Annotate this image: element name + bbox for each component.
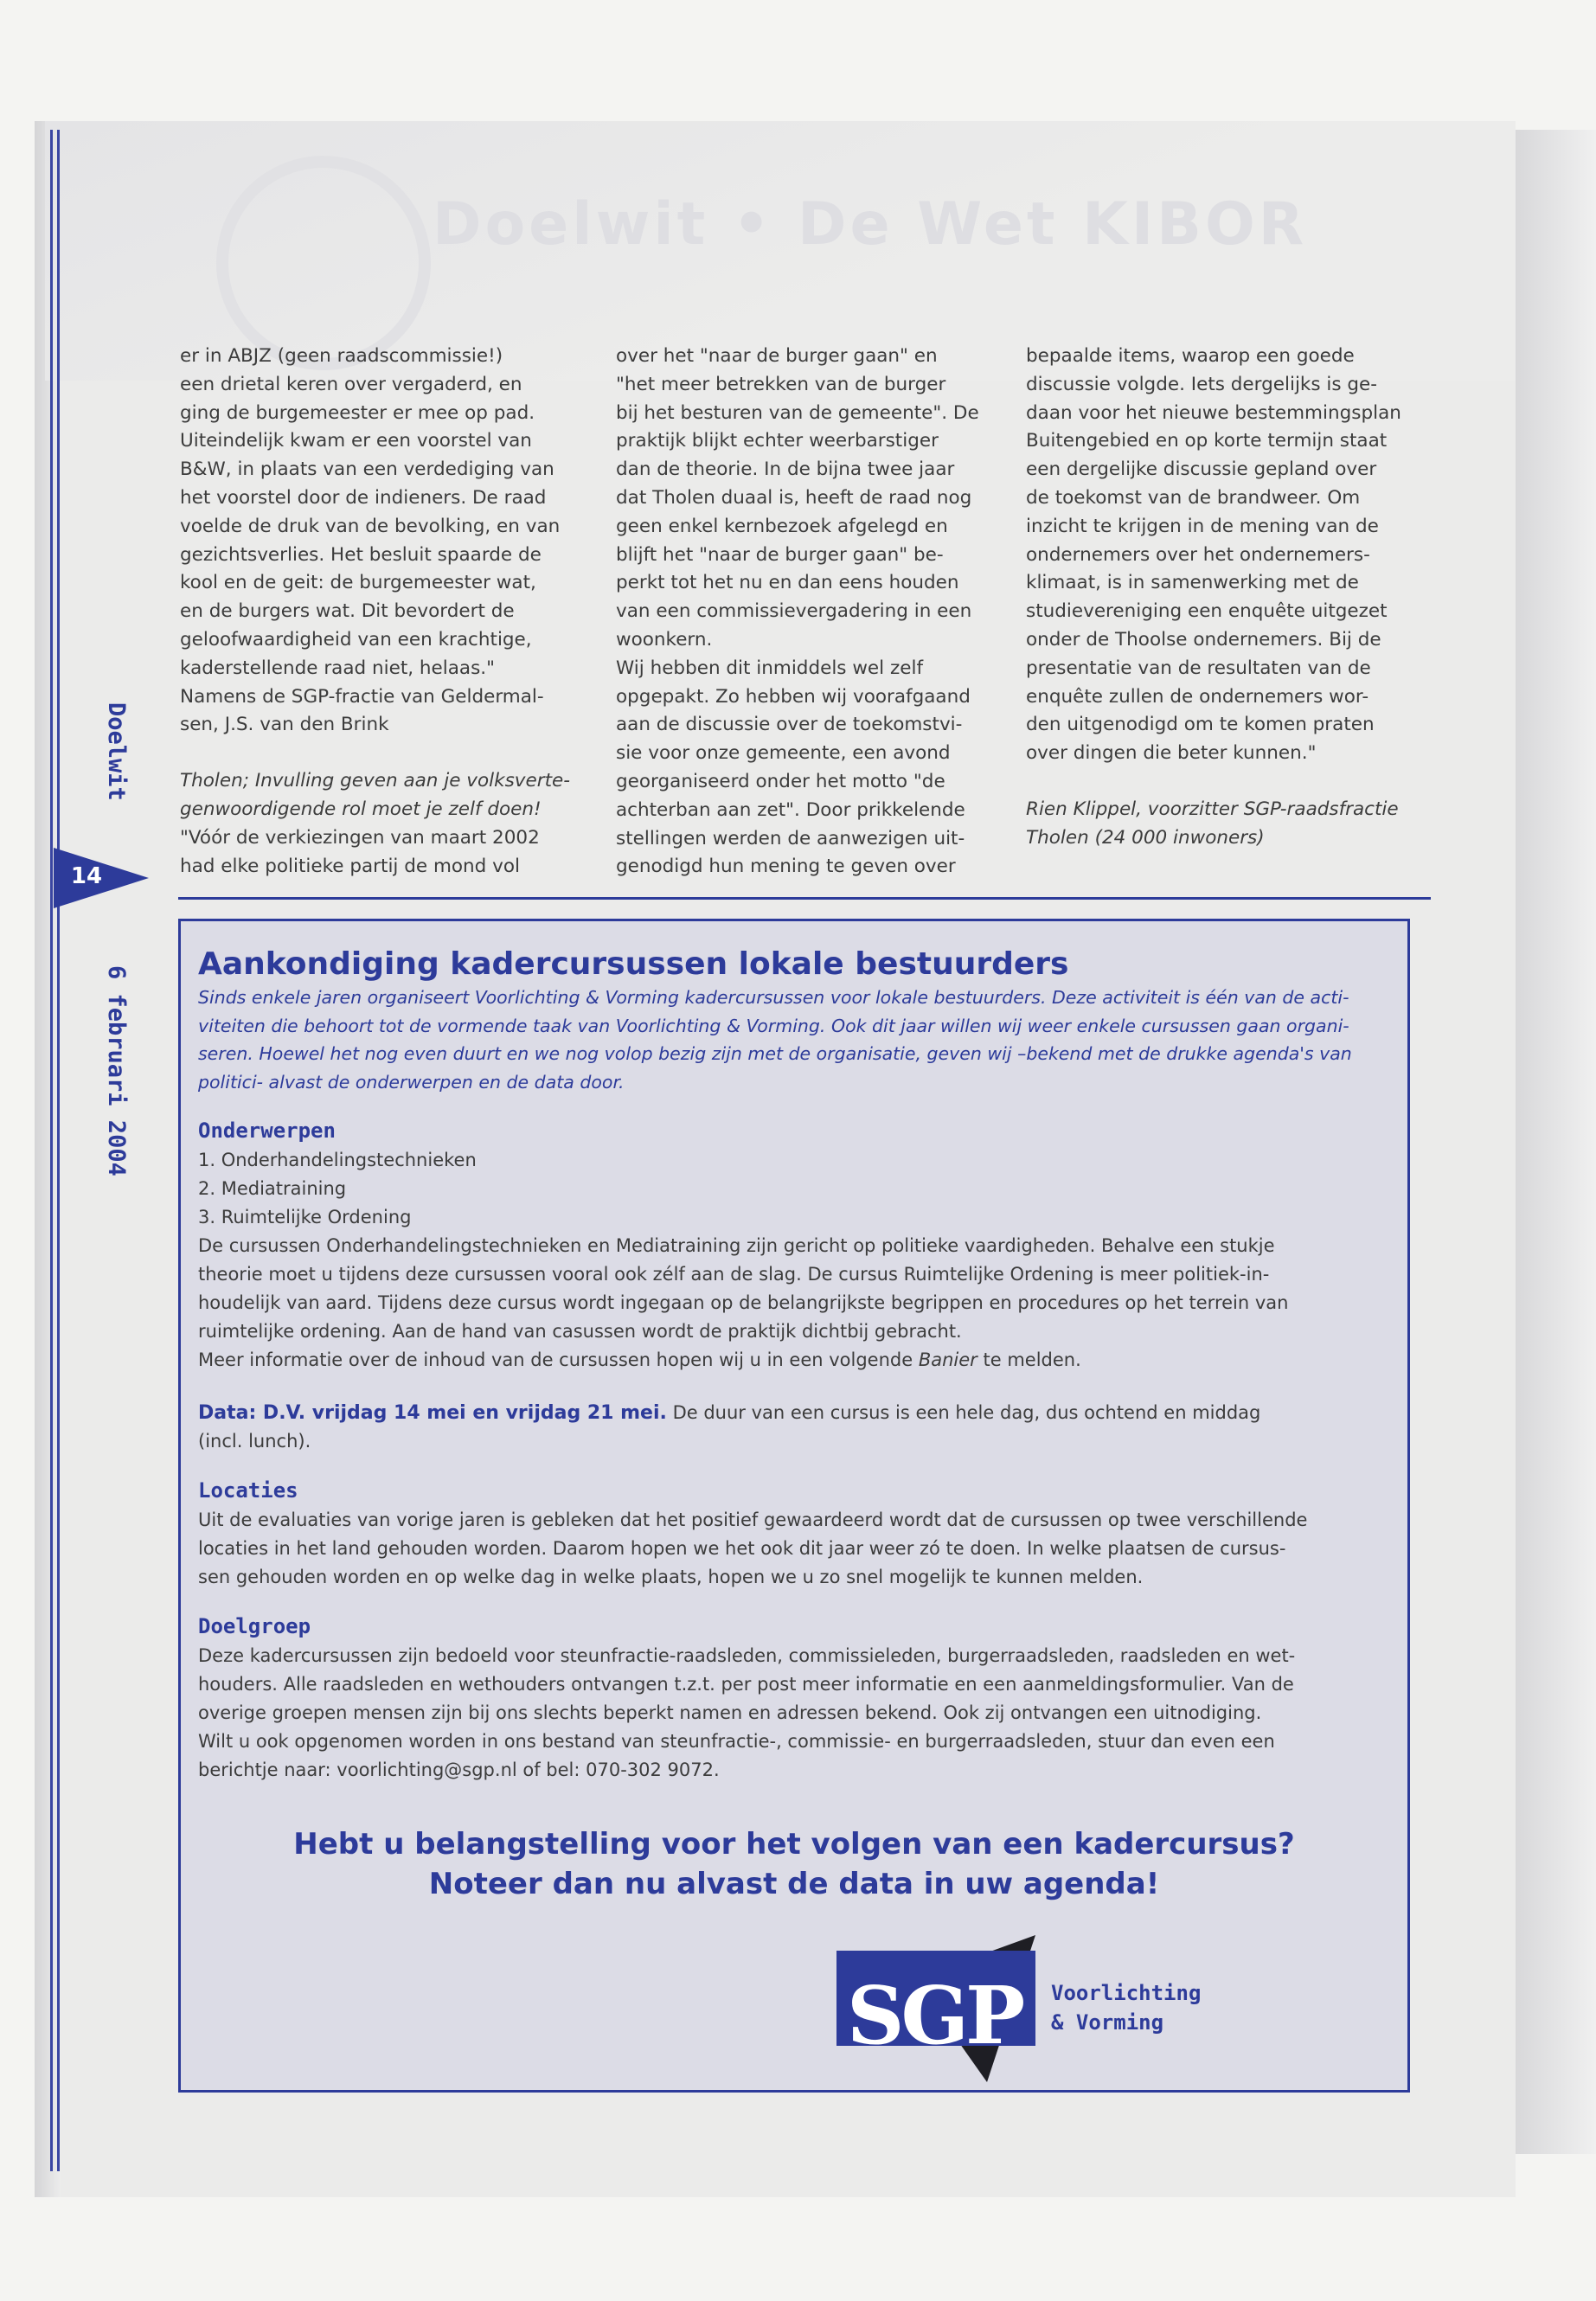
intro-line: Sinds enkele jaren organiseert Voorlichting & Vorming kadercursussen voor lokale bestuurders. Deze activiteit is één van de acti- bbox=[198, 987, 1349, 1008]
text-line: een dergelijke discussie gepland over bbox=[1026, 458, 1377, 481]
text-line: stellingen werden de aanwezigen uit- bbox=[616, 827, 965, 849]
logo-box bbox=[836, 1951, 1035, 2062]
text-line: en de burgers wat. Dit bevordert de bbox=[180, 600, 515, 623]
text-line: over het "naar de burger gaan" en bbox=[616, 345, 938, 367]
header-watermark: Doelwit • De Wet KIBOR bbox=[433, 190, 1308, 259]
more-info-suffix: te melden. bbox=[977, 1349, 1081, 1370]
text-line: presentatie van de resultaten van de bbox=[1026, 657, 1371, 679]
text-line: B&W, in plaats van een verdediging van bbox=[180, 458, 554, 481]
text-line: aan de discussie over de toekomstvi- bbox=[616, 714, 963, 736]
announcement-intro bbox=[198, 984, 1390, 1096]
dates-text-2: (incl. lunch). bbox=[198, 1431, 311, 1452]
page-number: 14 bbox=[70, 863, 103, 889]
topic-item: 2. Mediatraining bbox=[198, 1178, 347, 1199]
announcement-title: Aankondiging kadercursussen lokale bestuurders bbox=[198, 946, 1069, 982]
text-line: dat Tholen duaal is, heeft de raad nog bbox=[616, 486, 972, 509]
text-line: den uitgenodigd om te komen praten bbox=[1026, 714, 1375, 736]
text-line: bij het besturen van de gemeente". De bbox=[616, 401, 979, 424]
text-line: ging de burgemeester er mee op pad. bbox=[180, 401, 535, 424]
text-line: inzicht te krijgen in de mening van de bbox=[1026, 515, 1379, 537]
call-to-action bbox=[198, 1824, 1390, 1904]
facing-page-edge bbox=[1516, 130, 1596, 2154]
article-column-1 bbox=[180, 343, 582, 881]
intro-line: seren. Hoewel het nog even duurt en we nog volop bezig zijn met de organisatie, geven wij –bekend met de drukke agenda's van bbox=[198, 1043, 1352, 1064]
text-line: ondernemers over het ondernemers- bbox=[1026, 543, 1370, 566]
more-info-line bbox=[198, 1346, 1390, 1375]
text-line: woonkern. bbox=[616, 628, 713, 651]
intro-line: politici- alvast de onderwerpen en de data door. bbox=[198, 1071, 625, 1093]
text-line: overige groepen mensen zijn bij ons slechts beperkt namen en adressen bekend. Ook zij ontvangen een uitnodiging. bbox=[198, 1702, 1262, 1723]
text-line: praktijk blijkt echter weerbarstiger bbox=[616, 430, 939, 452]
article-column-3 bbox=[1026, 343, 1428, 853]
text-line: de toekomst van de brandweer. Om bbox=[1026, 486, 1361, 509]
text-line: over dingen die beter kunnen." bbox=[1026, 742, 1317, 765]
logo-tagline bbox=[1051, 1978, 1201, 2037]
dates-text: De duur van een cursus is een hele dag, dus ochtend en middag bbox=[666, 1402, 1261, 1423]
magazine-name: Banier bbox=[918, 1349, 977, 1370]
margin-rule bbox=[57, 130, 60, 2171]
topics-heading: Onderwerpen bbox=[198, 1118, 336, 1143]
text-line: daan voor het nieuwe bestemmingsplan bbox=[1026, 401, 1401, 424]
section-divider bbox=[178, 897, 1431, 900]
text-line: genodigd hun mening te geven over bbox=[616, 856, 956, 878]
watermark-target-icon bbox=[216, 156, 431, 370]
text-line: kool en de geit: de burgemeester wat, bbox=[180, 572, 536, 594]
text-line: sen gehouden worden en op welke dag in welke plaats, hopen we u zo snel mogelijk te kunnen melden. bbox=[198, 1567, 1144, 1587]
text-line: blijft het "naar de burger gaan" be- bbox=[616, 543, 944, 566]
text-line: locaties in het land gehouden worden. Daarom hopen we het ook dit jaar weer zó te doen. In welke plaatsen de cursus- bbox=[198, 1538, 1286, 1559]
text-line: theorie moet u tijdens deze cursussen vooral ook zélf aan de slag. De cursus Ruimtelijke Ordening is meer politiek-in- bbox=[198, 1264, 1270, 1285]
text-line: onder de Thoolse ondernemers. Bij de bbox=[1026, 628, 1381, 651]
text-line: geen enkel kernbezoek afgelegd en bbox=[616, 515, 948, 537]
text-line: geloofwaardigheid van een krachtige, bbox=[180, 628, 532, 651]
text-line: sen, J.S. van den Brink bbox=[180, 714, 389, 736]
text-line: Uit de evaluaties van vorige jaren is gebleken dat het positief gewaardeerd wordt dat de cursussen op twee verschillende bbox=[198, 1509, 1308, 1530]
text-line: houdelijk van aard. Tijdens deze cursus wordt ingegaan op de belangrijkste begrippen en procedures op het terrein van bbox=[198, 1292, 1289, 1313]
text-line: voelde de druk van de bevolking, en van bbox=[180, 515, 561, 537]
text-line: discussie volgde. Iets dergelijks is ge- bbox=[1026, 373, 1378, 395]
text-line: bepaalde items, waarop een goede bbox=[1026, 345, 1355, 367]
text-line: studievereniging een enquête uitgezet bbox=[1026, 600, 1388, 623]
text-line: Uiteindelijk kwam er een voorstel van bbox=[180, 430, 532, 452]
cta-line-1: Hebt u belangstelling voor het volgen van een kadercursus? bbox=[293, 1827, 1295, 1862]
text-line: houders. Alle raadsleden en wethouders ontvangen t.z.t. per post meer informatie en een aanmeldingsformulier. Van de bbox=[198, 1674, 1294, 1695]
text-line: klimaat, is in samenwerking met de bbox=[1026, 572, 1359, 594]
dates-bold: Data: D.V. vrijdag 14 mei en vrijdag 21 mei. bbox=[198, 1402, 667, 1424]
logo-tagline-2: & Vorming bbox=[1051, 2010, 1164, 2035]
text-line: "het meer betrekken van de burger bbox=[616, 373, 946, 395]
text-line: georganiseerd onder het motto "de bbox=[616, 770, 945, 792]
text-line: opgepakt. Zo hebben wij voorafgaand bbox=[616, 685, 971, 708]
text-line: Wilt u ook opgenomen worden in ons bestand van steunfractie-, commissie- en burgerraadsleden, stuur dan even een bbox=[198, 1731, 1275, 1752]
logo-text: SGP bbox=[847, 1969, 1022, 2062]
margin-rule bbox=[50, 130, 53, 2171]
more-info-prefix: Meer informatie over de inhoud van de cursussen hopen wij u in een volgende bbox=[198, 1349, 919, 1370]
cta-line-2: Noteer dan nu alvast de data in uw agenda! bbox=[428, 1867, 1160, 1901]
text-line: het voorstel door de indieners. De raad bbox=[180, 486, 547, 509]
text-line: dan de theorie. In de bijna twee jaar bbox=[616, 458, 955, 481]
logo-tagline-1: Voorlichting bbox=[1051, 1981, 1202, 2005]
text-line: sie voor onze gemeente, een avond bbox=[616, 742, 951, 765]
author-signature: Rien Klippel, voorzitter SGP-raadsfractie bbox=[1026, 798, 1399, 820]
text-line: "Vóór de verkiezingen van maart 2002 bbox=[180, 826, 540, 849]
text-line: achterban aan zet". Door prikkelende bbox=[616, 798, 965, 821]
course-dates bbox=[198, 1399, 1390, 1427]
text-line: er in ABJZ (geen raadscommissie!) bbox=[180, 345, 503, 367]
sgp-logo bbox=[836, 1935, 1202, 2082]
contact-line: berichtje naar: voorlichting@sgp.nl of bel: 070-302 9072. bbox=[198, 1759, 720, 1780]
text-line: Namens de SGP-fractie van Geldermal- bbox=[180, 685, 544, 708]
topic-item: 3. Ruimtelijke Ordening bbox=[198, 1207, 412, 1227]
spine-section-label: Doelwit bbox=[103, 702, 130, 801]
subheading-line: genwoordigende rol moet je zelf doen! bbox=[180, 798, 542, 820]
text-line: Deze kadercursussen zijn bedoeld voor steunfractie-raadsleden, commissieleden, burgerraadsleden, raadsleden en wet- bbox=[198, 1645, 1296, 1666]
author-signature: Tholen (24 000 inwoners) bbox=[1026, 826, 1265, 849]
text-line: ruimtelijke ordening. Aan de hand van casussen wordt de praktijk dichtbij gebracht. bbox=[198, 1321, 962, 1342]
text-line: een drietal keren over vergaderd, en bbox=[180, 373, 522, 395]
article-column-2 bbox=[616, 343, 1018, 881]
announcement-box bbox=[178, 919, 1410, 2093]
text-line: Wij hebben dit inmiddels wel zelf bbox=[616, 657, 924, 679]
topic-item: 1. Onderhandelingstechnieken bbox=[198, 1150, 477, 1170]
text-line: gezichtsverlies. Het besluit spaarde de bbox=[180, 543, 542, 566]
text-line: Buitengebied en op korte termijn staat bbox=[1026, 430, 1388, 452]
text-line: kaderstellende raad niet, helaas." bbox=[180, 657, 496, 679]
text-line: perkt tot het nu en dan eens houden bbox=[616, 572, 959, 594]
text-line: enquête zullen de ondernemers wor- bbox=[1026, 685, 1369, 708]
intro-line: viteiten die behoort tot de vormende taak van Voorlichting & Vorming. Ook dit jaar willen wij weer enkele cursussen gaan organi- bbox=[198, 1015, 1349, 1036]
spine-date: 6 februari 2004 bbox=[103, 965, 130, 1176]
locations-heading: Locaties bbox=[198, 1478, 298, 1503]
text-line: van een commissievergadering in een bbox=[616, 600, 972, 623]
text-line: De cursussen Onderhandelingstechnieken en Mediatraining zijn gericht op politieke vaardigheden. Behalve een stukje bbox=[198, 1235, 1275, 1256]
text-line: had elke politieke partij de mond vol bbox=[180, 855, 520, 877]
subheading-line: Tholen; Invulling geven aan je volksverte- bbox=[180, 770, 571, 792]
audience-heading: Doelgroep bbox=[198, 1614, 311, 1638]
